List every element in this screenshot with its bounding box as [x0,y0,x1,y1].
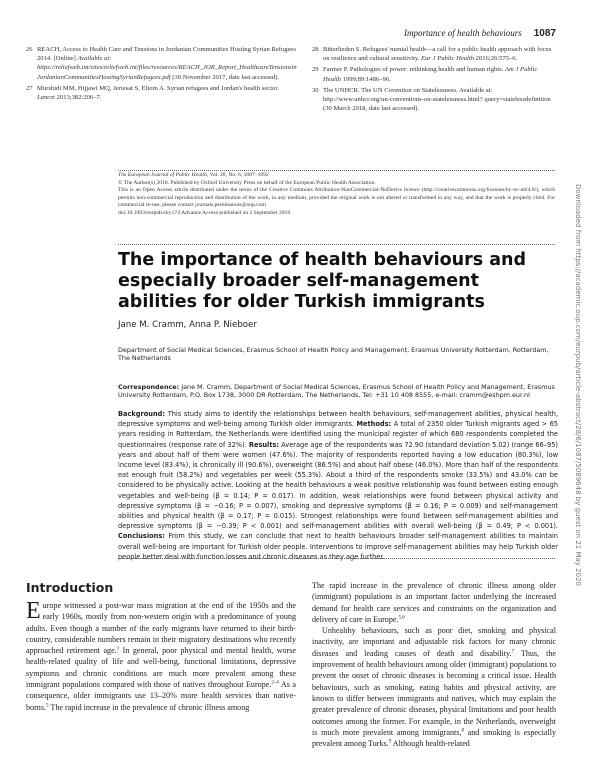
drop-cap: E [26,600,41,624]
authors: Jane M. Cramm, Anna P. Nieboer [118,320,257,330]
reference-item: 29 Farmer P. Pathologies of power: rethinking health and human rights. Am J Public Health 1999;89:1486–96. [312,66,538,83]
intro-column-right: The rapid increase in the prevalence of chronic illness among older (immigrant) populations is an important factor underlying the increased demand for health care services and constraints on the organization and delivery of care in Europe.$^{5,6}$ Unhealthy behaviours, such as poor diet, smoking and physical inactivity, are important and adjustable risk factors for many chronic diseases and leading causes of death and disability.$^7$ Thus, the improvement of health behaviours among older (immigrant) populations to prevent the onset of chronic diseases is becoming a critical issue. Health behaviours, such as smoking, eating habits and physical activity, are known to differ between immigrants and natives, which may explain the greater prevalence of chronic diseases, physical limitations and poor health outcomes among the former. For example, in the Netherlands, overweight is much more prevalent among immigrants,$^8$ and smoking is especially prevalent among Turks.$^9$ Although health-related [312,581,557,749]
divider [118,170,555,171]
reference-item: 26 REACH, Access to Health Care and Tensions in Jordanian Communities Hosting Syrian Refugees 2014. [Online] Available at: https://reliefweb.int/sites/reliefweb.int/files/resources/REACH_JOR_Report_HealthcareTensionsin JordanianCommunitiesHostingSyrianRefugees.pdf (30 November 2017, date last accessed). [26,46,297,81]
reference-item: 30 The UNHCR. The UN Covention on Statelessness. Available at: http://www.unhcr.org/un-conventions-on-statelessness.html? query=statelessdefinition (30 March 2018, date last accessed). [312,86,551,113]
affiliation: Department of Social Medical Sciences, Erasmus School of Health Policy and Management, Erasmus University Rotterdam, Rotterdam, The Netherlands [118,346,549,363]
journal-info: The European Journal of Public Health, Vol. 28, No. 6, 1087–1092 © The Author(s) 2018. Published by Oxford University Press on behalf of the European Public Health Association. This is an Open Access article distributed under the terms of the Creative Commons Attribution-NonCommercial-NoDerivs licence (http://creativecommons.org/licenses/by-nc-nd/4.0/), which permits non-commercial reproduction and distribution of the work, in any medium, provided the original work is not altered or transformed in any way, and that the work is properly cited. For commercial re-use, please contact journals.permissions@oup.com doi:10.1093/eurpub/cky174 Advance Access published on 3 September 2018 [118,172,555,216]
divider [118,244,555,245]
running-title: Importance of health behaviours [404,28,522,38]
running-header [400,28,556,39]
reference-item: 28 Bitterlieden S. Refugees' mental health—a call for a public health approach with focus on resilience and cultural sensitivity. Eur J Public Health 2016;26:575–6. [312,46,552,63]
reference-link[interactable]: Available at: https://reliefweb.int/sites/reliefweb.int/files/resources/REACH_JOR_Report_HealthcareTensionsin JordanianCommunitiesHostingSyrianRefugees.pdf [37,55,297,81]
download-watermark: Downloaded from https://academic.oup.com/eurpub/article-abstract/28/6/1087/5089648 by guest on 21 May 2020 [574,184,582,586]
divider [118,558,555,559]
section-heading: Introduction [26,580,114,595]
references-right [312,45,556,115]
reference-item: 27 Murshidi MM, Hijjawi MQ, Jeriesat S, Eltom A. Syrian refugees and Jordan's health sector. Lancet 2013;382:206–7. [26,84,279,102]
license-text: This is an Open Access article distributed under the terms of the Creative Commons Attribution-NonCommercial-NoDerivs licence (http://creativecommons.org/licenses/by-nc-nd/4.0/), which permits non-commercial reproduction and distribution of the work, in any medium, provided the original work is not altered or transformed in any way, and that the work is properly cited. For commercial re-use, please contact journals.permissions@oup.com [118,187,555,209]
page-number: 1087 [533,28,556,39]
correspondence: Correspondence: Jane M. Cramm, Department of Social Medical Sciences, Erasmus School of Health Policy and Management, Erasmus University Rotterdam, P.O. Box 1738, 3000 DR Rotterdam, The Netherlands, Tel: +31 10 408 8555, e-mail: cramm@eshpm.eur.nl [118,383,555,400]
article-title: The importance of health behaviours and especially broader self-management abilities for older Turkish immigrants [118,250,527,312]
references-left [26,45,298,104]
doi[interactable]: doi:10.1093/eurpub/cky174 Advance Access published on 3 September 2018 [118,209,291,216]
abstract: Background: This study aims to identify the relationships between health behaviours, self-management abilities, physical health, depressive symptoms and well-being among Turkish older immigrants. Methods: A total of 2350 older Turkish migrants aged > 65 years residing in Rotterdam, the Netherlands were identified using the municipal register of which 680 respondents completed the questionnaires (response rate of 32%). Results: Average age of the respondents was 72.90 (standard deviation 5.02) (range 66–95) years and about half of them were women (47.6%). The majority of respondents reported having a low education (80.3%), low income level (83.4%), is chronically ill (90.6%), overweight (86.5%) and about half obese (46.0%). More than half of the respondents eat enough fruit (58.2%) and vegetables per week (55.3%). About a third of the respondents smoke (33.5%) and 43.0% can be considered to be physically active. Looking at the health behaviours a weak positive relationship was found between eating enough vegetables and well-being (β = 0.14; P = 0.017). In addition, weak relationships were found between physical activity and depressive symptoms (β = −0.16; P = 0.007), smoking and depressive symptoms (β = 0.16; P = 0.009) and self-management abilities and physical health (β = 0.17; P = 0.015). Strongest relationships were found between self-management abilities and depressive symptoms (β = −0.39; P < 0.001) and self-management abilities with overall well-being (β = 0.49; P < 0.001). Conclusions: From this study, we can conclude that next to health behaviours broader self-management abilities to maintain overall well-being are important for Turkish older people. Interventions to improve self-management abilities may help Turkish older people better deal with function losses and chronic diseases as they age further. [118,410,559,561]
intro-column-left: Europe witnessed a post-war mass migration at the end of the 1950s and the early 1960s, mostly from non-western origin with a predominance of young adults. Even though a number of the early migrants have returned to their birth-country, considerable numbers remain in their migratory destinations who recently approached retirement age.$^1$ In general, poor physical and mental health, worse health-related quality of life and well-being, functional limitations, depressive symptoms and chronic conditions are much more prevalent among these immigrant populations compared with those of natives throughout Europe.$^{2-4}$ As a consequence, older immigrants use 13–20% more health services than native-borns.$^5$ The rapid increase in the prevalence of chronic illness among [26,600,296,712]
